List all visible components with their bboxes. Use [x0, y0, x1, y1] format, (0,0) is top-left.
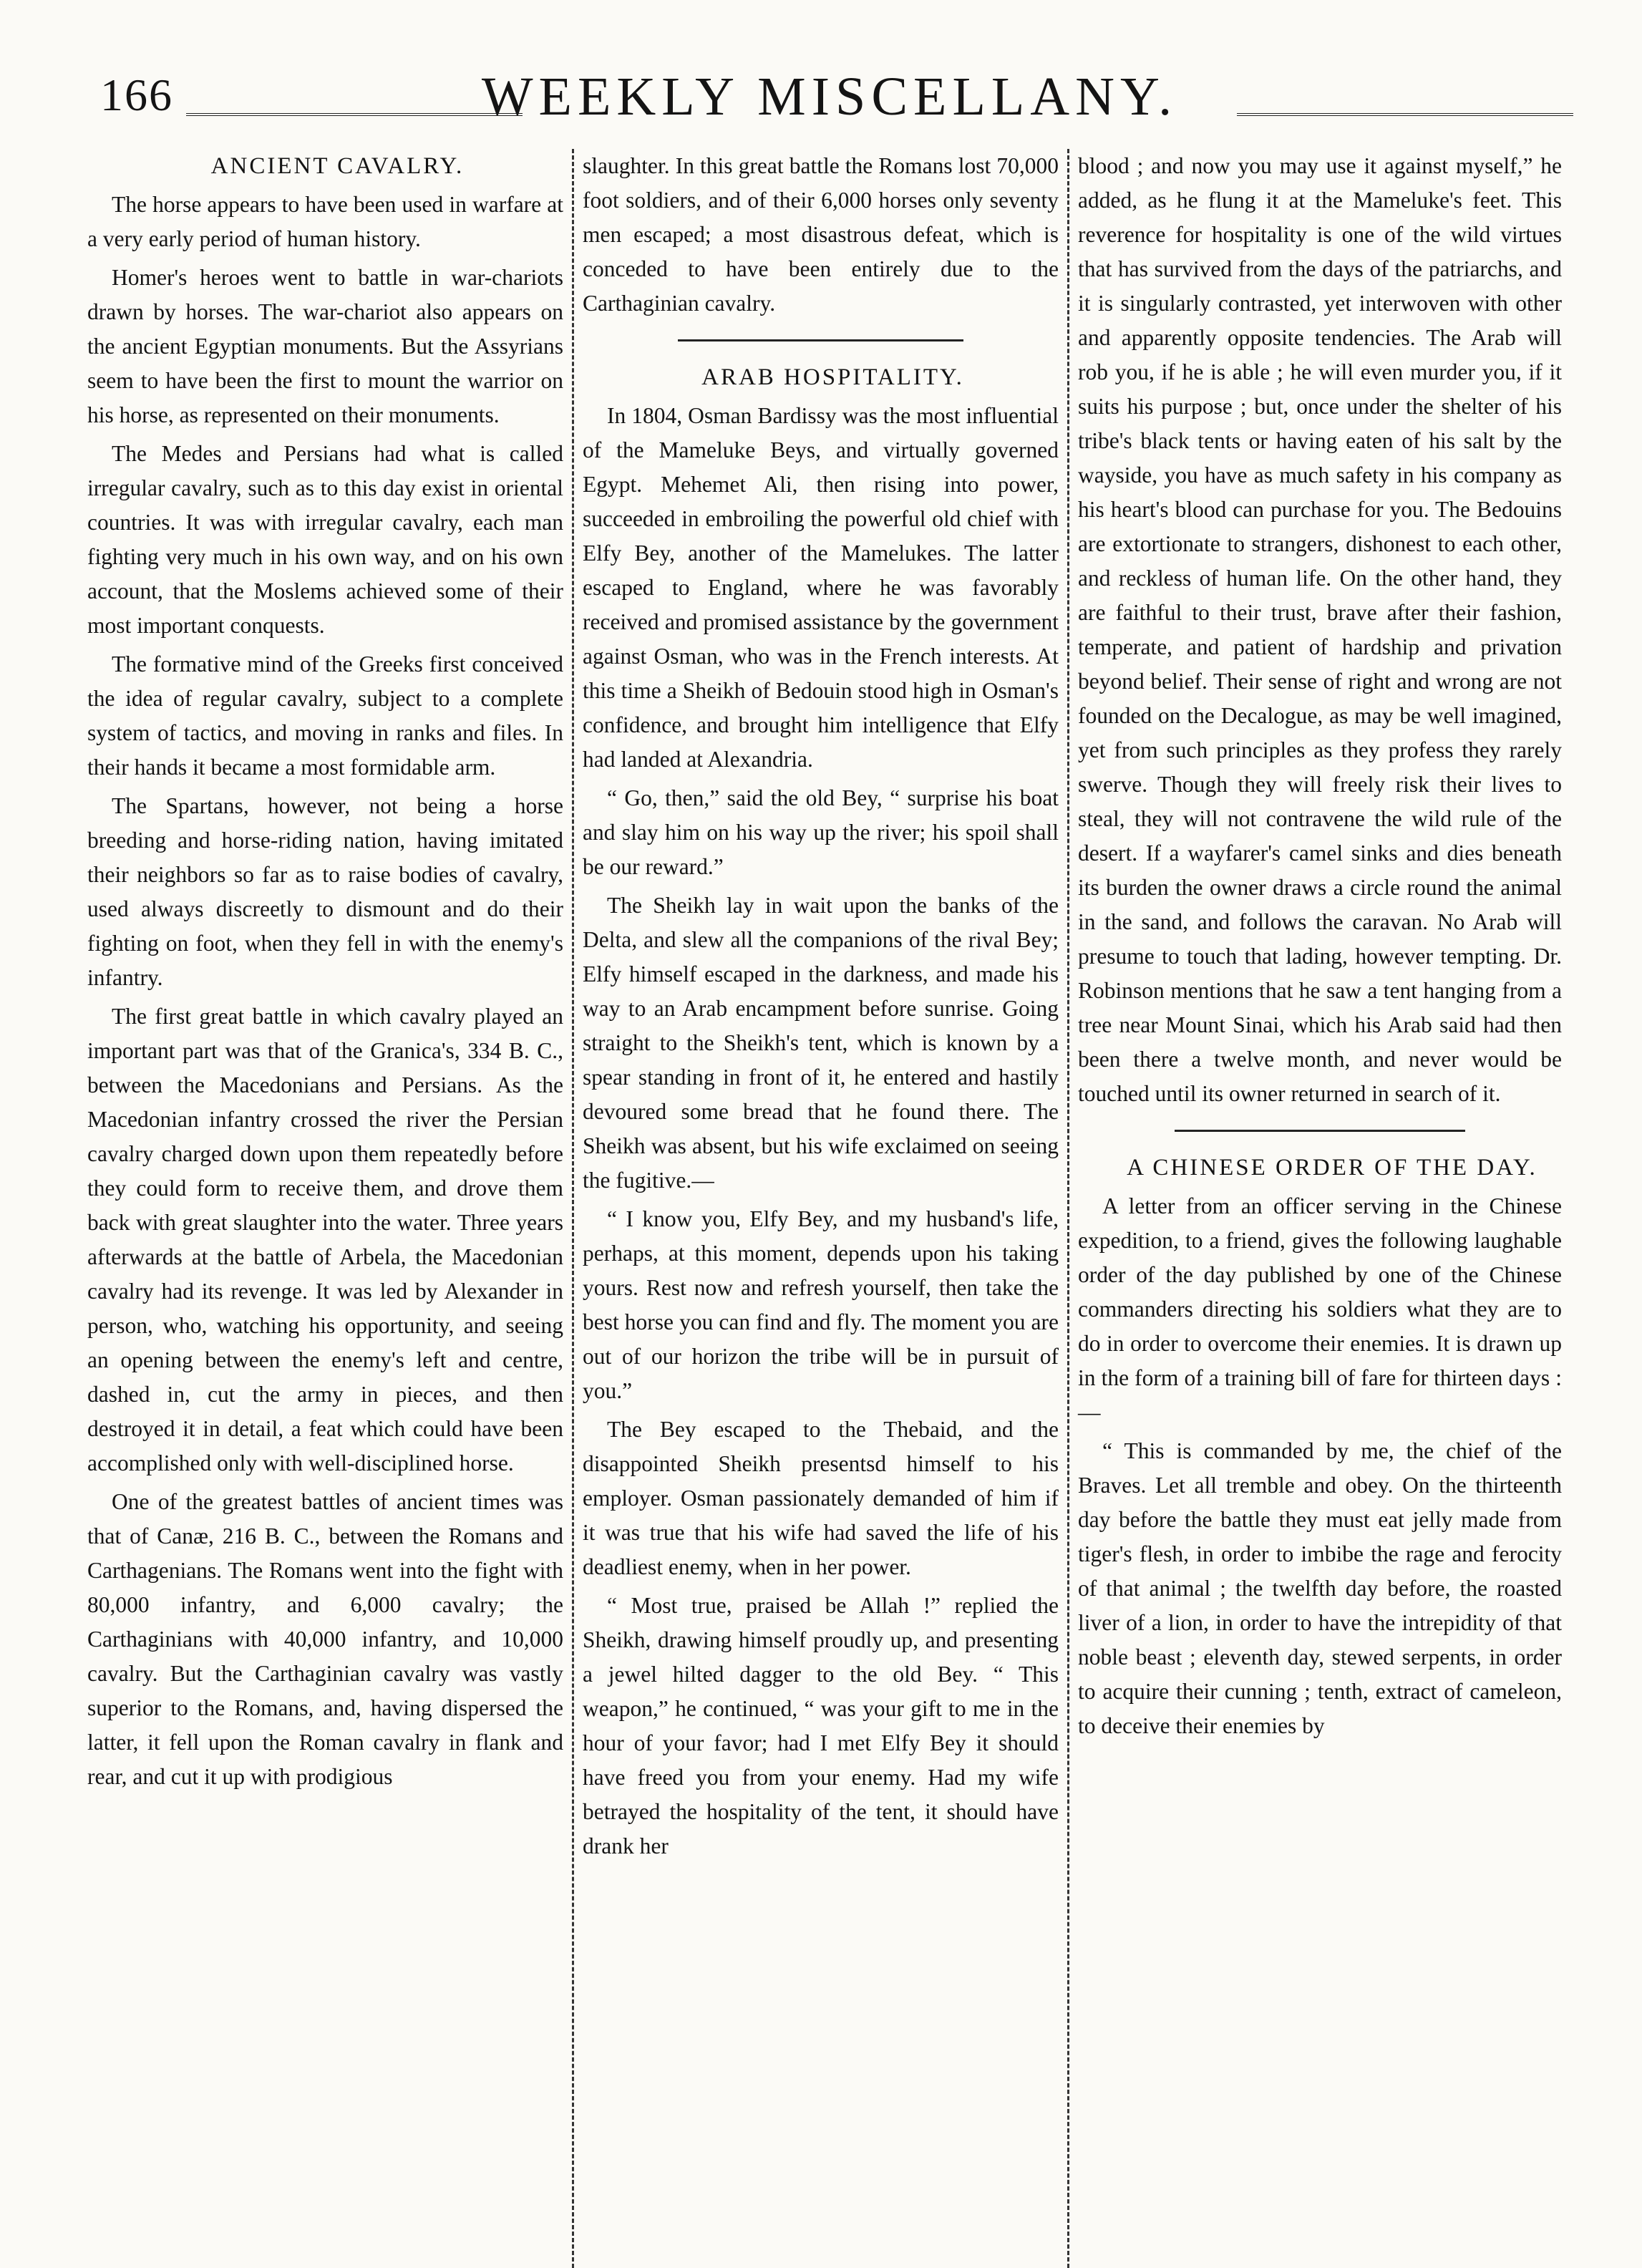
section-divider — [1175, 1130, 1465, 1132]
section-divider — [678, 339, 963, 341]
paragraph: The Spartans, however, not being a horse breeding and horse-riding nation, having imitated their neighbors so far as to raise bodies of cavalry, used always discreetly to dismount and do their fighting on foot, when they fell in with the enemy's infantry. — [87, 793, 563, 990]
paragraph: One of the greatest battles of ancient times was that of Canæ, 216 B. C., between the Romans and Carthagenians. The Romans went into the fight with 80,000 infantry, and 6,000 cavalry; the Carthaginians with 40,000 infantry, and 10,000 cavalry. But the Carthaginian cavalry was vastly superior to the Romans, and, having dispersed the latter, it fell upon the Roman cavalry in flank and rear, and cut it up with prodigious — [87, 1489, 563, 1789]
column-3 — [1069, 149, 1570, 2268]
paragraph: The Bey escaped to the Thebaid, and the disappointed Sheikh presentsd himself to his employer. Osman passionately demanded of him if it was true that his wife had saved the life of his deadliest enemy, when in her power. — [583, 1417, 1059, 1579]
paragraph: The Medes and Persians had what is called irregular cavalry, such as to this day exist in oriental countries. It was with irregular cavalry, each man fighting very much in his own way, and on his own account, that the Moslems achieved some of their most important conquests. — [87, 441, 563, 638]
paragraph: A letter from an officer serving in the Chinese expedition, to a friend, gives the following laughable order of the day published by one of the Chinese commanders directing his soldiers what they are to do in order to overcome their enemies. It is drawn up in the form of a training bill of fare for thirteen days :— — [1078, 1193, 1562, 1425]
column-2 — [574, 149, 1069, 2268]
page-number: 166 — [100, 69, 173, 120]
paragraph-continued: blood ; and now you may use it against myself,” he added, as he flung it at the Mameluke's feet. This reverence for hospitality is one of the wild virtues that has survived from the days of the patriarchs, and it is singularly contrasted, yet interwoven with other and apparently opposite tendencies. The Arab will rob you, if he is able ; he will even murder you, if it suits his purpose ; but, once under the shelter of his tribe's black tents or having eaten of his salt by the wayside, you have as much safety in his company as his heart's blood can purchase for you. The Bedouins are extortionate to strangers, dishonest to each other, and reckless of human life. On the other hand, they are faithful to their trust, brave after their fashion, temperate, and patient of hardship and privation beyond belief. Their sense of right and wrong are not founded on the Decalogue, as may be well imagined, yet from such principles as they profess they rarely swerve. Though they will freely risk their lives to steal, they will not contravene the wild rule of the desert. If a wayfarer's camel sinks and dies beneath its burden the owner draws a circle round the animal in the sand, and follows the caravan. No Arab will presume to touch that lading, however tempting. Dr. Robinson mentions that he saw a tent hanging from a tree near Mount Sinai, which his Arab said had then been there a twelve month, and never would be touched until its owner returned in search of it. — [1078, 153, 1562, 1106]
masthead — [79, 66, 1580, 135]
paragraph: “ Go, then,” said the old Bey, “ surprise his boat and slay him on his way up the river; his spoil shall be our reward.” — [583, 785, 1059, 879]
column-1 — [79, 149, 574, 2268]
paragraph: In 1804, Osman Bardissy was the most influential of the Mameluke Beys, and virtually governed Egypt. Mehemet Ali, then rising into power, succeeded in embroiling the powerful old chief with Elfy Bey, another of the Mamelukes. The latter escaped to England, where he was favorably received and promised assistance by the government against Osman, who was in the French interests. At this time a Sheikh of Bedouin stood high in Osman's confidence, and brought him intelligence that Elfy had landed at Alexandria. — [583, 403, 1059, 772]
paragraph: “ This is commanded by me, the chief of the Braves. Let all tremble and obey. On the thirteenth day before the battle they must eat jelly made from tiger's flesh, in order to imbibe the rage and ferocity of that animal ; the twelfth day before, the roasted liver of a lion, in order to have the intrepidity of that noble beast ; eleventh day, stewed serpents, in order to acquire their cunning ; tenth, extract of cameleon, to deceive their enemies by — [1078, 1438, 1562, 1738]
paragraph: The first great battle in which cavalry played an important part was that of the Granica's, 334 B. C., between the Macedonians and Persians. As the Macedonian infantry crossed the river the Persian cavalry charged down upon them repeatedly before they could form to receive them, and drove them back with great slaughter into the water. Three years afterwards at the battle of Arbela, the Macedonian cavalry had its revenge. It was led by Alexander in person, who, watching his opportunity, and seeing an opening between the enemy's left and centre, dashed in, cut the army in pieces, and then destroyed it in detail, a feat which could have been accomplished only with well-disciplined horse. — [87, 1004, 563, 1475]
article-heading-arab-hospitality: ARAB HOSPITALITY. — [701, 364, 964, 390]
paragraph: “ Most true, praised be Allah !” replied the Sheikh, drawing himself proudly up, and presenting a jewel hilted dagger to the old Bey. “ This weapon,” he continued, “ was your gift to me in the hour of your favor; had I met Elfy Bey it should have freed you from your enemy. Had my wife betrayed the hospitality of the tent, it should have drank her — [583, 1593, 1059, 1858]
paragraph-continued: slaughter. In this great battle the Romans lost 70,000 foot soldiers, and of their 6,000 horses only seventy men escaped; a most disastrous defeat, which is conceded to have been entirely due to the Carthaginian cavalry. — [583, 153, 1059, 316]
paragraph: The formative mind of the Greeks first conceived the idea of regular cavalry, subject to a complete system of tactics, and moving in ranks and files. In their hands it became a most formidable arm. — [87, 651, 563, 780]
article-heading-chinese-order: A CHINESE ORDER OF THE DAY. — [1127, 1155, 1537, 1181]
paragraph: The Sheikh lay in wait upon the banks of the Delta, and slew all the companions of the rival Bey; Elfy himself escaped in the darkness, and made his way to an Arab encampment before sunrise. Going straight to the Sheikh's tent, which is known by a spear standing in front of it, he entered and hastily devoured some bread that he found there. The Sheikh was absent, but his wife exclaimed on seeing the fugitive.— — [583, 893, 1059, 1193]
paragraph: The horse appears to have been used in warfare at a very early period of human history. — [87, 192, 563, 251]
paragraph: “ I know you, Elfy Bey, and my husband's life, perhaps, at this moment, depends upon his taking yours. Rest now and refresh yourself, then take the best horse you can find and fly. The moment you are out of our horizon the tribe will be in pursuit of you.” — [583, 1206, 1059, 1403]
paragraph: Homer's heroes went to battle in war-chariots drawn by horses. The war-chariot also appears on the ancient Egyptian monuments. But the Assyrians seem to have been the first to mount the warrior on his horse, as represented on their monuments. — [87, 265, 563, 427]
article-columns — [79, 149, 1580, 2268]
article-heading-ancient-cavalry: ANCIENT CAVALRY. — [210, 153, 465, 179]
masthead-rule-right — [1237, 113, 1573, 116]
publication-title: WEEKLY MISCELLANY. — [481, 67, 1178, 127]
